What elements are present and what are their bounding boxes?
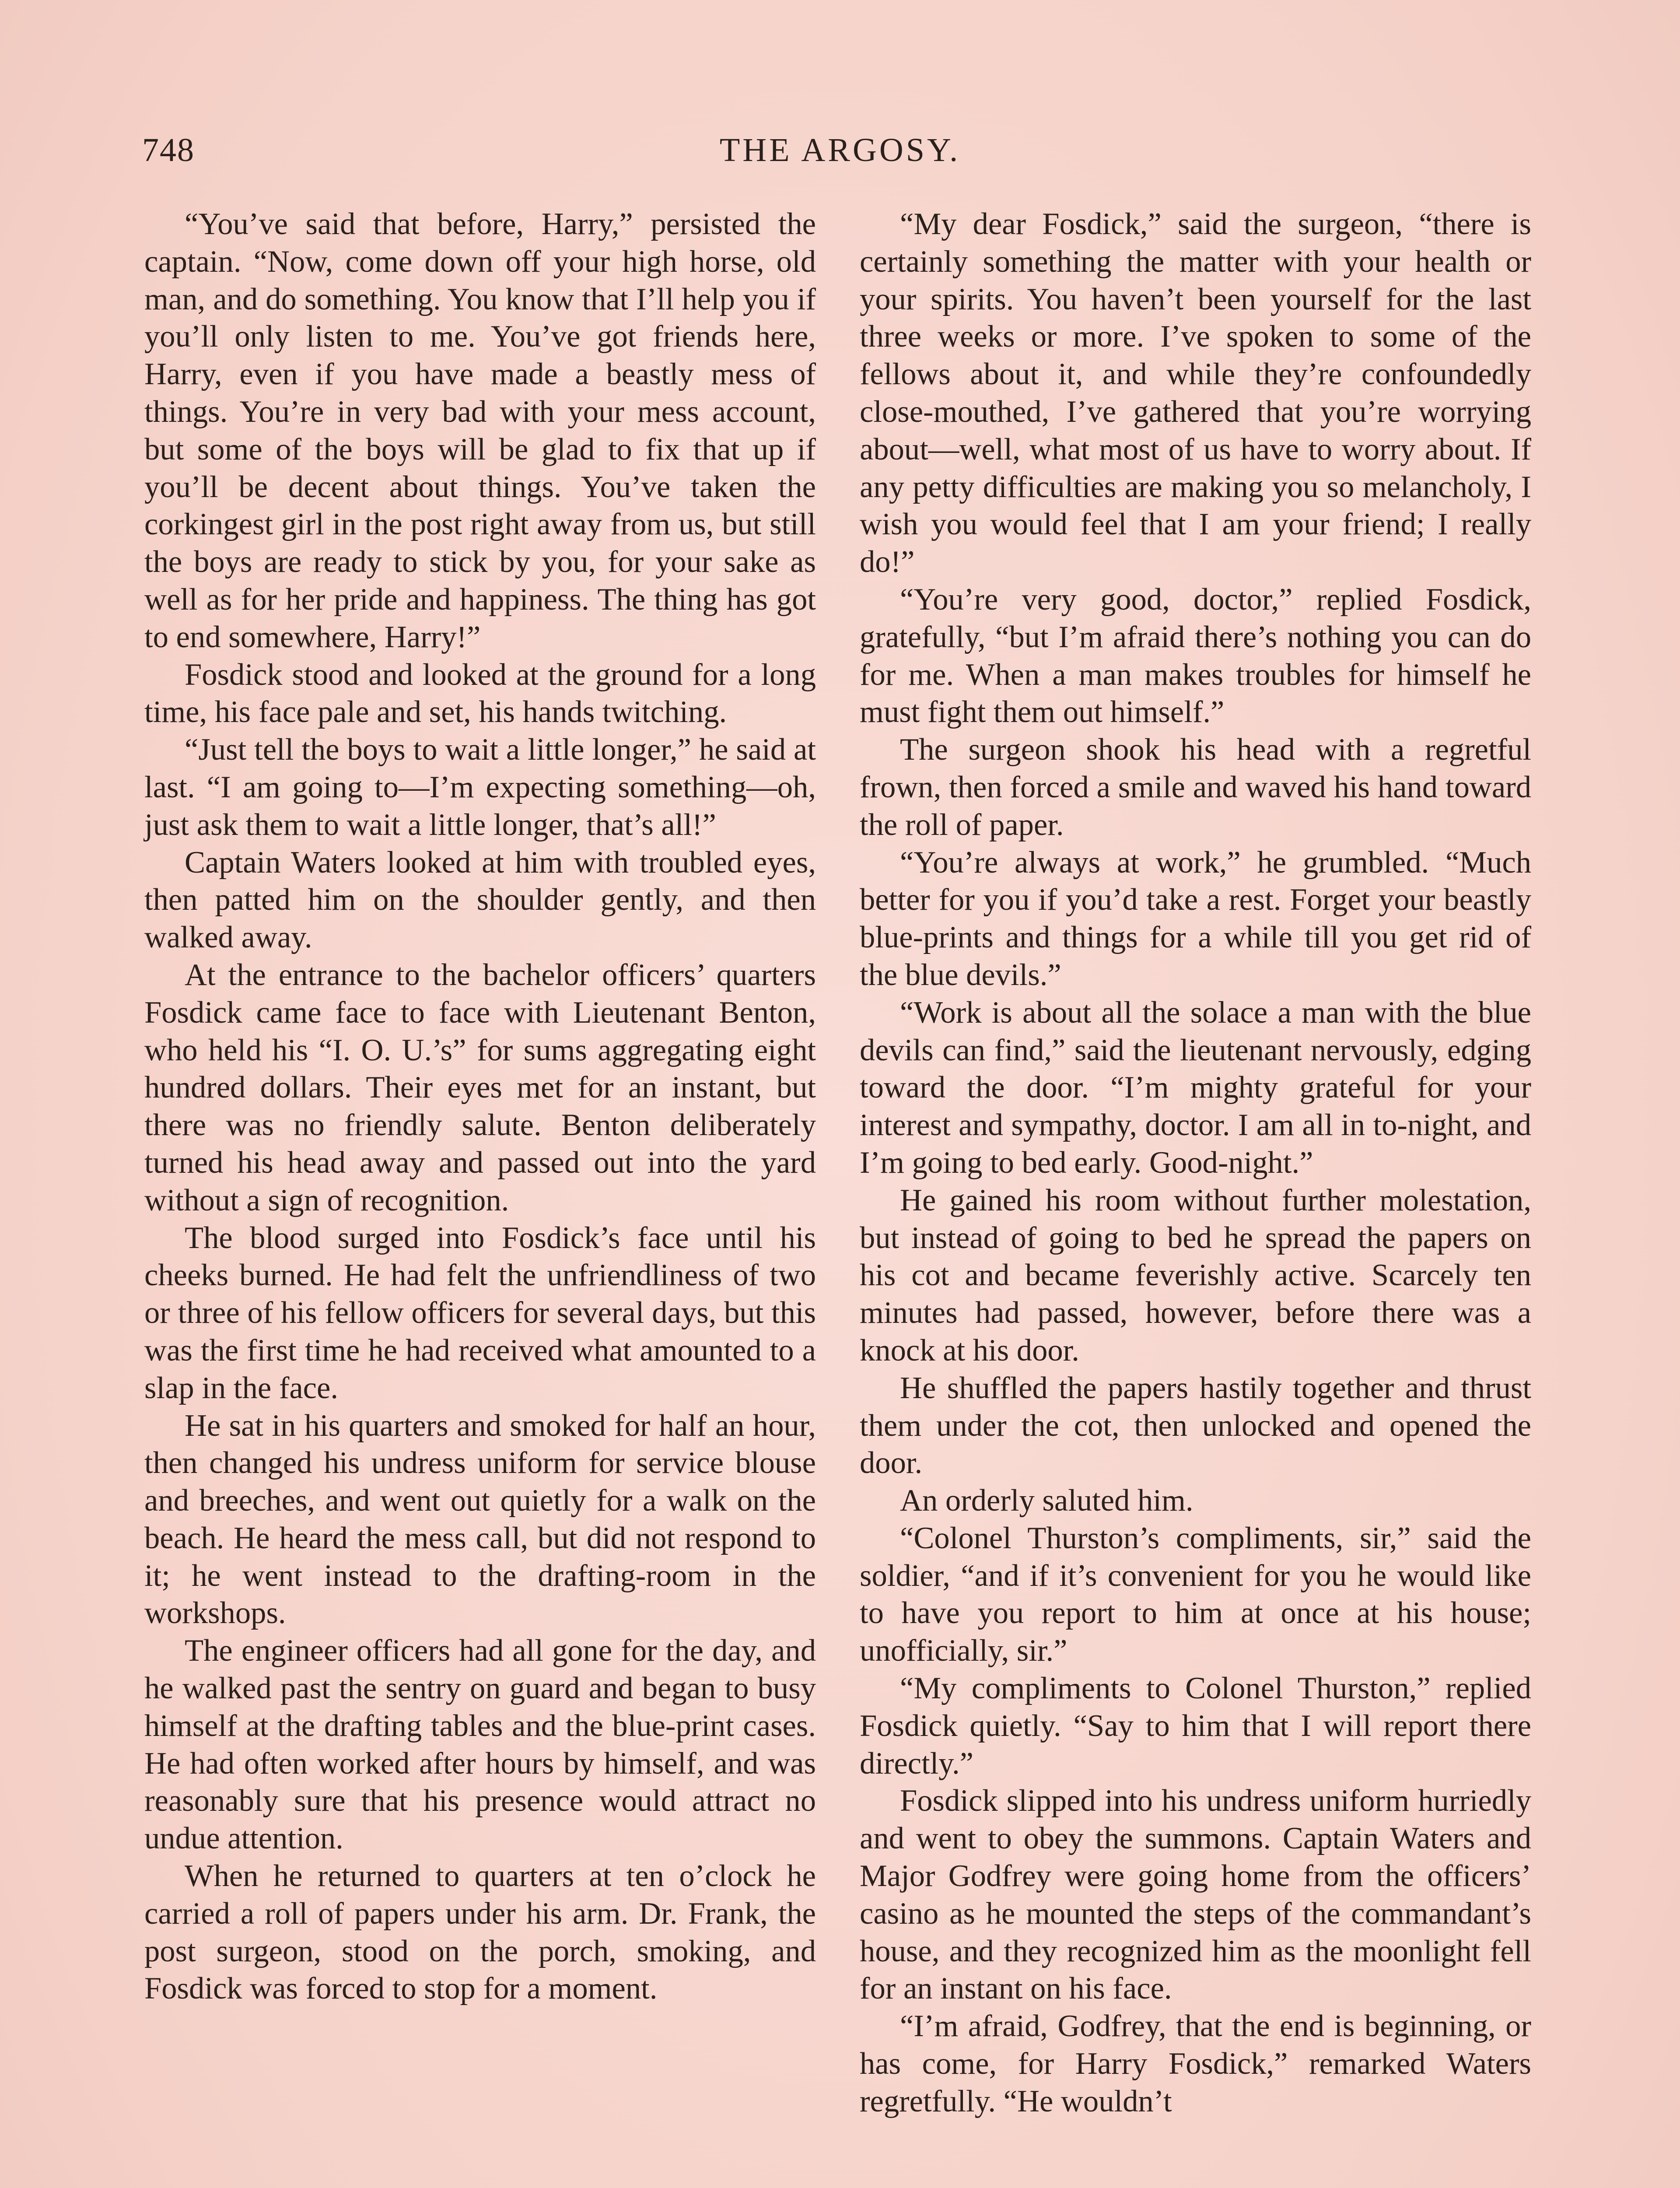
paragraph: “My compliments to Colonel Thurston,” replied Fosdick quietly. “Say to him that I will report there directly.” bbox=[860, 1671, 1531, 1781]
paragraph: An orderly saluted him. bbox=[900, 1483, 1194, 1518]
page-header bbox=[142, 131, 1538, 184]
right-column bbox=[860, 206, 1531, 2121]
paragraph: He gained his room without further molestation, but instead of going to bed he spread the papers on his cot and became feverishly active. Scarcely ten minutes had passed, however, before there was a knock at his door. bbox=[860, 1183, 1531, 1368]
paragraph: “Work is about all the solace a man with the blue devils can find,” said the lieutenant nervously, edging toward the door. “I’m mighty grateful for your interest and sympathy, doctor. I am all in to-night, and I’m going to bed early. Good-night.” bbox=[860, 995, 1531, 1180]
paragraph: Fosdick slipped into his undress uniform hurriedly and went to obey the summons. Captain Waters and Major Godfrey were going home from the officers’ casino as he mounted the steps of the commandant’s house, and they recognized him as the moonlight fell for an instant on his face. bbox=[860, 1784, 1531, 2006]
paragraph: “You’ve said that before, Harry,” persisted the captain. “Now, come down off your high horse, old man, and do something. You know that I’ll help you if you’ll only listen to me. You’ve got friends here, Harry, even if you have made a beastly mess of things. You’re in very bad with your mess account, but some of the boys will be glad to fix that up if you’ll be decent about things. You’ve taken the corkingest girl in the post right away from us, but still the boys are ready to stick by you, for your sake as well as for her pride and happiness. The thing has got to end somewhere, Harry!” bbox=[144, 207, 816, 654]
left-column bbox=[144, 206, 816, 2008]
paragraph: Captain Waters looked at him with troubled eyes, then patted him on the shoulder gently, and then walked away. bbox=[144, 845, 816, 955]
paragraph: When he returned to quarters at ten o’clock he carried a roll of papers under his arm. Dr. Frank, the post surgeon, stood on the porch, smoking, and Fosdick was forced to stop for a moment. bbox=[144, 1859, 816, 2006]
paragraph: “I’m afraid, Godfrey, that the end is beginning, or has come, for Harry Fosdick,” remarked Waters regretfully. “He wouldn’t bbox=[860, 2009, 1531, 2118]
page-number: 748 bbox=[142, 132, 195, 168]
paragraph: “You’re always at work,” he grumbled. “Much better for you if you’d take a rest. Forget your beastly blue-prints and things for a while till you get rid of the blue devils.” bbox=[860, 845, 1531, 992]
paragraph: He sat in his quarters and smoked for half an hour, then changed his undress uniform for service blouse and breeches, and went out quietly for a walk on the beach. He heard the mess call, but did not respond to it; he went instead to the drafting-room in the workshops. bbox=[144, 1408, 816, 1630]
paragraph: Fosdick stood and looked at the ground for a long time, his face pale and set, his hands twitching. bbox=[144, 657, 816, 729]
paragraph: “My dear Fosdick,” said the surgeon, “there is certainly something the matter with your health or your spirits. You haven’t been yourself for the last three weeks or more. I’ve spoken to some of the fellows about it, and while they’re confoundedly close-mouthed, I’ve gathered that you’re worrying about—well, what most of us have to worry about. If any petty difficulties are making you so melancholy, I wish you would feel that I am your friend; I really do!” bbox=[860, 207, 1531, 579]
paragraph: The engineer officers had all gone for the day, and he walked past the sentry on guard and began to busy himself at the drafting tables and the blue-print cases. He had often worked after hours by himself, and was reasonably sure that his presence would attract no undue attention. bbox=[144, 1634, 816, 1856]
paragraph: The surgeon shook his head with a regretful frown, then forced a smile and waved his hand toward the roll of paper. bbox=[860, 733, 1531, 842]
paragraph: “You’re very good, doctor,” replied Fosdick, gratefully, “but I’m afraid there’s nothing you can do for me. When a man makes troubles for himself he must fight them out himself.” bbox=[860, 582, 1531, 729]
paragraph: “Just tell the boys to wait a little longer,” he said at last. “I am going to—I’m expecting something—oh, just ask them to wait a little longer, that’s all!” bbox=[144, 733, 816, 842]
paragraph: At the entrance to the bachelor officers’ quarters Fosdick came face to face with Lieutenant Benton, who held his “I. O. U.’s” for sums aggregating eight hundred dollars. Their eyes met for an instant, but there was no friendly salute. Benton deliberately turned his head away and passed out into the yard without a sign of recognition. bbox=[144, 957, 816, 1217]
running-title: THE ARGOSY. bbox=[719, 132, 961, 168]
paragraph: He shuffled the papers hastily together and thrust them under the cot, then unlocked and opened the door. bbox=[860, 1371, 1531, 1480]
paragraph: “Colonel Thurston’s compliments, sir,” said the soldier, “and if it’s convenient for you he would like to have you report to him at once at his house; unofficially, sir.” bbox=[860, 1521, 1531, 1668]
paragraph: The blood surged into Fosdick’s face until his cheeks burned. He had felt the unfriendliness of two or three of his fellow officers for several days, but this was the first time he had received what amounted to a slap in the face. bbox=[144, 1220, 816, 1405]
